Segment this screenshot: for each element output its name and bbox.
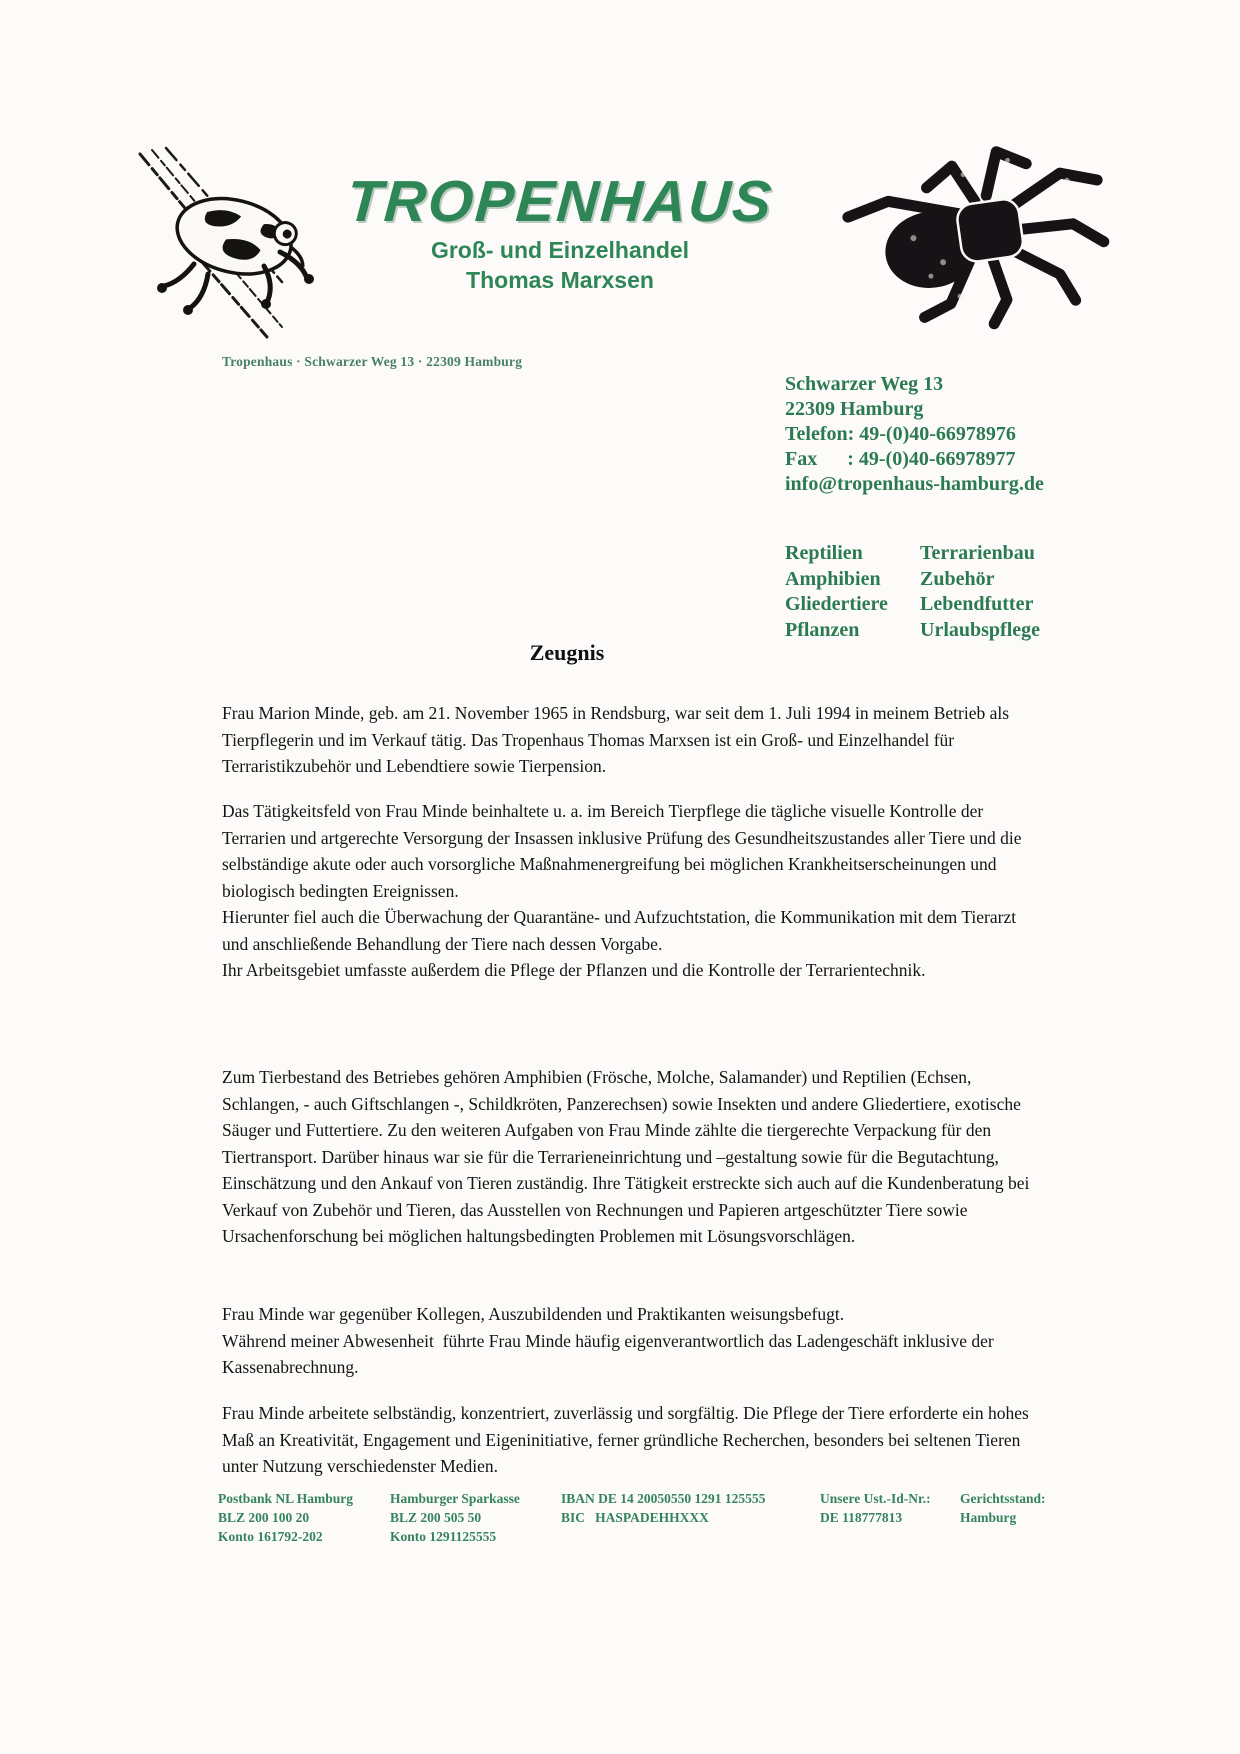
category-item: Amphibien	[785, 567, 881, 590]
contact-street: Schwarzer Weg 13	[785, 373, 944, 395]
body-paragraph: Hierunter fiel auch die Überwachung der Quarantäne- und Aufzuchtstation, die Kommunikation mit dem Tierarzt und anschließende Behandlung der Tiere nach dessen Vorgabe.	[222, 907, 1021, 954]
footer-line: Gerichtsstand:	[960, 1491, 1046, 1506]
footer-line: BIC HASPADEHHXXX	[561, 1510, 709, 1525]
sender-return-address: Tropenhaus · Schwarzer Weg 13 · 22309 Hamburg	[222, 354, 523, 369]
footer-line: DE 118777813	[820, 1510, 903, 1525]
body-paragraph: Das Tätigkeitsfeld von Frau Minde beinhaltete u. a. im Bereich Tierpflege die tägliche visuelle Kontrolle der Terrarien und artgerechte Versorgung der Insassen inklusive Prüfung des Gesundheitszustandes aller Tiere und die selbständige akute oder auch vorsorgliche Maßnahmenergreifung bei möglichen Krankheitserscheinungen und biologisch bedingten Ereignissen.	[222, 801, 1026, 901]
offer-categories	[785, 541, 1040, 643]
brand-subtitle-owner: Thomas Marxsen	[466, 267, 654, 293]
body-paragraph: Ihr Arbeitsgebiet umfasste außerdem die Pflege der Pflanzen und die Kontrolle der Terrarientechnik.	[222, 960, 926, 980]
footer-jurisdiction	[960, 1489, 1046, 1527]
body-paragraph: Zum Tierbestand des Betriebes gehören Amphibien (Frösche, Molche, Salamander) und Reptilien (Echsen, Schlangen, - auch Giftschlangen -, Schildkröten, Panzerechsen) sowie Insekten und andere Gliedertiere, exotische Säuger und Futtertiere. Zu den weiteren Aufgaben von Frau Minde zählte die tiergerechte Verpackung für den Tiertransport. Darüber hinaus war sie für die Terrarieneinrichtung und –gestaltung sowie für die Begutachtung, Einschätzung und den Ankauf von Tieren zuständig. Ihre Tätigkeit erstreckte sich auch auf die Kundenberatung bei Verkauf von Zubehör und Tieren, das Ausstellen von Rechnungen und Papieren artgeschützter Tiere sowie Ursachenforschung bei möglichen haltungsbedingten Problemen mit Lösungsvorschlägen.	[222, 1067, 1034, 1246]
footer-line: Unsere Ust.-Id-Nr.:	[820, 1491, 931, 1506]
brand-logo-text: TROPENHAUS	[344, 169, 776, 234]
footer-sparkasse	[390, 1489, 520, 1546]
frog-illustration-icon	[132, 142, 332, 342]
category-item: Terrarienbau	[920, 542, 1035, 564]
category-item: Pflanzen	[785, 618, 860, 641]
category-item: Reptilien	[785, 542, 863, 564]
contact-fax: Fax : 49-(0)40-66978977	[785, 448, 1016, 470]
footer-line: Hamburg	[960, 1510, 1017, 1525]
document-title: Zeugnis	[529, 640, 605, 665]
category-item: Urlaubspflege	[920, 618, 1040, 641]
contact-phone: Telefon: 49-(0)40-66978976	[785, 423, 1016, 445]
footer-line: BLZ 200 505 50	[390, 1510, 482, 1525]
contact-block	[785, 372, 1044, 497]
footer-line: Postbank NL Hamburg	[218, 1491, 354, 1506]
brand-block	[330, 168, 790, 295]
paragraph-evaluation	[222, 1400, 1037, 1480]
brand-subtitle-trade: Groß- und Einzelhandel	[430, 237, 690, 263]
body-paragraph: Frau Minde arbeitete selbständig, konzentriert, zuverlässig und sorgfältig. Die Pflege der Tiere erforderte ein hohes Maß an Kreativität, Engagement und Eigeninitiative, ferner gründliche Recherchen, besonders bei seltenen Tieren unter Nutzung verschiedenster Medien.	[222, 1403, 1034, 1476]
footer-line: Konto 1291125555	[390, 1529, 497, 1544]
contact-email: info@tropenhaus-hamburg.de	[785, 473, 1044, 495]
footer-line: Hamburger Sparkasse	[390, 1491, 520, 1506]
tarantula-illustration-icon	[822, 138, 1117, 336]
body-paragraph: Frau Marion Minde, geb. am 21. November 1965 in Rendsburg, war seit dem 1. Juli 1994 in meinem Betrieb als Tierpflegerin und im Verkauf tätig. Das Tropenhaus Thomas Marxsen ist ein Groß- und Einzelhandel für Terraristikzubehör und Lebendtiere sowie Tierpension.	[222, 703, 1014, 776]
paragraph-animal-stock	[222, 1064, 1037, 1250]
footer-vat-id	[820, 1489, 931, 1527]
footer-line: IBAN DE 14 20050550 1291 125555	[561, 1491, 766, 1506]
category-item: Lebendfutter	[920, 593, 1034, 615]
paragraph-duties	[222, 798, 1037, 984]
paragraph-intro	[222, 700, 1037, 780]
body-paragraph: Frau Minde war gegenüber Kollegen, Auszubildenden und Praktikanten weisungsbefugt.	[222, 1304, 845, 1324]
category-item: Zubehör	[920, 567, 995, 590]
category-item: Gliedertiere	[785, 593, 888, 615]
contact-city: 22309 Hamburg	[785, 398, 924, 420]
footer-iban-bic	[561, 1489, 765, 1527]
footer-postbank	[218, 1489, 353, 1546]
body-paragraph: Während meiner Abwesenheit führte Frau Minde häufig eigenverantwortlich das Ladengeschäft inklusive der Kassenabrechnung.	[222, 1330, 999, 1377]
footer-line: BLZ 200 100 20	[218, 1510, 310, 1525]
paragraph-authority	[222, 1301, 1037, 1381]
footer-line: Konto 161792-202	[218, 1529, 323, 1544]
